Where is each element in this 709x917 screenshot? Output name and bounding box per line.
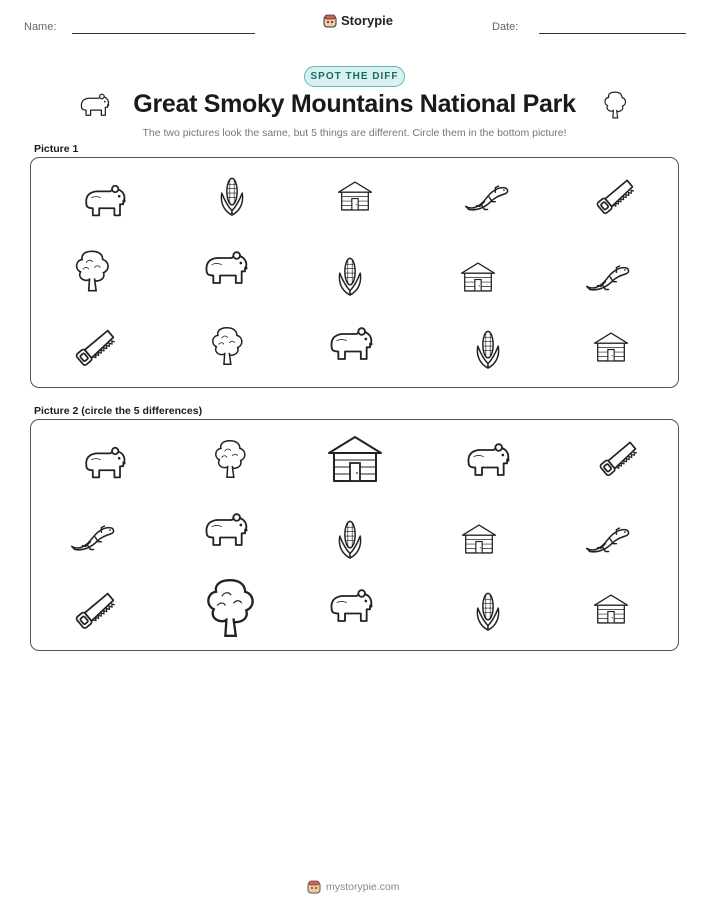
picture-2-cabin-icon[interactable]	[460, 520, 498, 558]
name-line[interactable]	[72, 33, 255, 34]
picture-2-corn-icon[interactable]	[472, 589, 504, 633]
instructions: The two pictures look the same, but 5 things are different. Circle them in the bottom picture!	[142, 127, 567, 139]
brand-name: Storypie	[341, 13, 394, 28]
picture-2-bear-icon[interactable]	[462, 439, 512, 481]
picture-2-cabin-icon[interactable]	[325, 430, 385, 488]
picture-1-lizard-icon	[461, 181, 511, 213]
picture-2-bear-icon[interactable]	[80, 443, 128, 483]
picture-2-saw-icon[interactable]	[73, 588, 117, 632]
picture-1-corn-icon	[472, 327, 504, 371]
footer	[307, 880, 400, 894]
picture-2-saw-icon[interactable]	[597, 436, 639, 480]
picture-2-cabin-icon[interactable]	[592, 590, 630, 628]
picture-1-cabin-icon	[592, 328, 630, 366]
picture-1-cabin-icon	[336, 177, 374, 215]
picture-2-tree-icon[interactable]	[211, 436, 249, 482]
picture-1-tree-icon	[71, 248, 113, 294]
picture-2-tree-icon[interactable]	[201, 575, 259, 641]
picture-1-saw-icon	[73, 325, 117, 369]
picture-1-lizard-icon	[582, 261, 632, 293]
picture-2-corn-icon[interactable]	[334, 517, 366, 561]
picture-1-corn-icon	[216, 174, 248, 218]
picture-1-saw-icon	[594, 174, 636, 218]
storypie-mascot-icon	[323, 14, 337, 28]
picture-1-cabin-icon	[459, 258, 497, 296]
picture-1-corn-icon	[334, 254, 366, 298]
picture-1-bear-icon	[325, 323, 375, 365]
name-label: Name:	[24, 21, 57, 33]
page-title: Great Smoky Mountains National Park	[133, 90, 576, 118]
brand-logo	[323, 13, 393, 28]
date-line[interactable]	[539, 33, 686, 34]
date-label: Date:	[492, 21, 519, 33]
picture-1-tree-icon	[208, 323, 246, 369]
picture-1-bear-icon	[80, 181, 128, 221]
tree-icon	[601, 90, 629, 120]
footer-url[interactable]: mystorypie.com	[326, 881, 400, 893]
picture-1-bear-icon	[200, 247, 250, 289]
picture-2-bear-icon[interactable]	[325, 585, 375, 627]
picture-2-lizard-icon[interactable]	[582, 523, 632, 555]
picture-2-bear-icon[interactable]	[200, 509, 250, 551]
spot-the-diff-tag: SPOT THE DIFF	[304, 66, 405, 87]
storypie-mascot-icon	[307, 880, 321, 894]
picture-2-lizard-icon[interactable]	[67, 521, 117, 553]
picture-2-label: Picture 2 (circle the 5 differences)	[34, 405, 203, 417]
picture-1-label: Picture 1	[34, 143, 79, 155]
